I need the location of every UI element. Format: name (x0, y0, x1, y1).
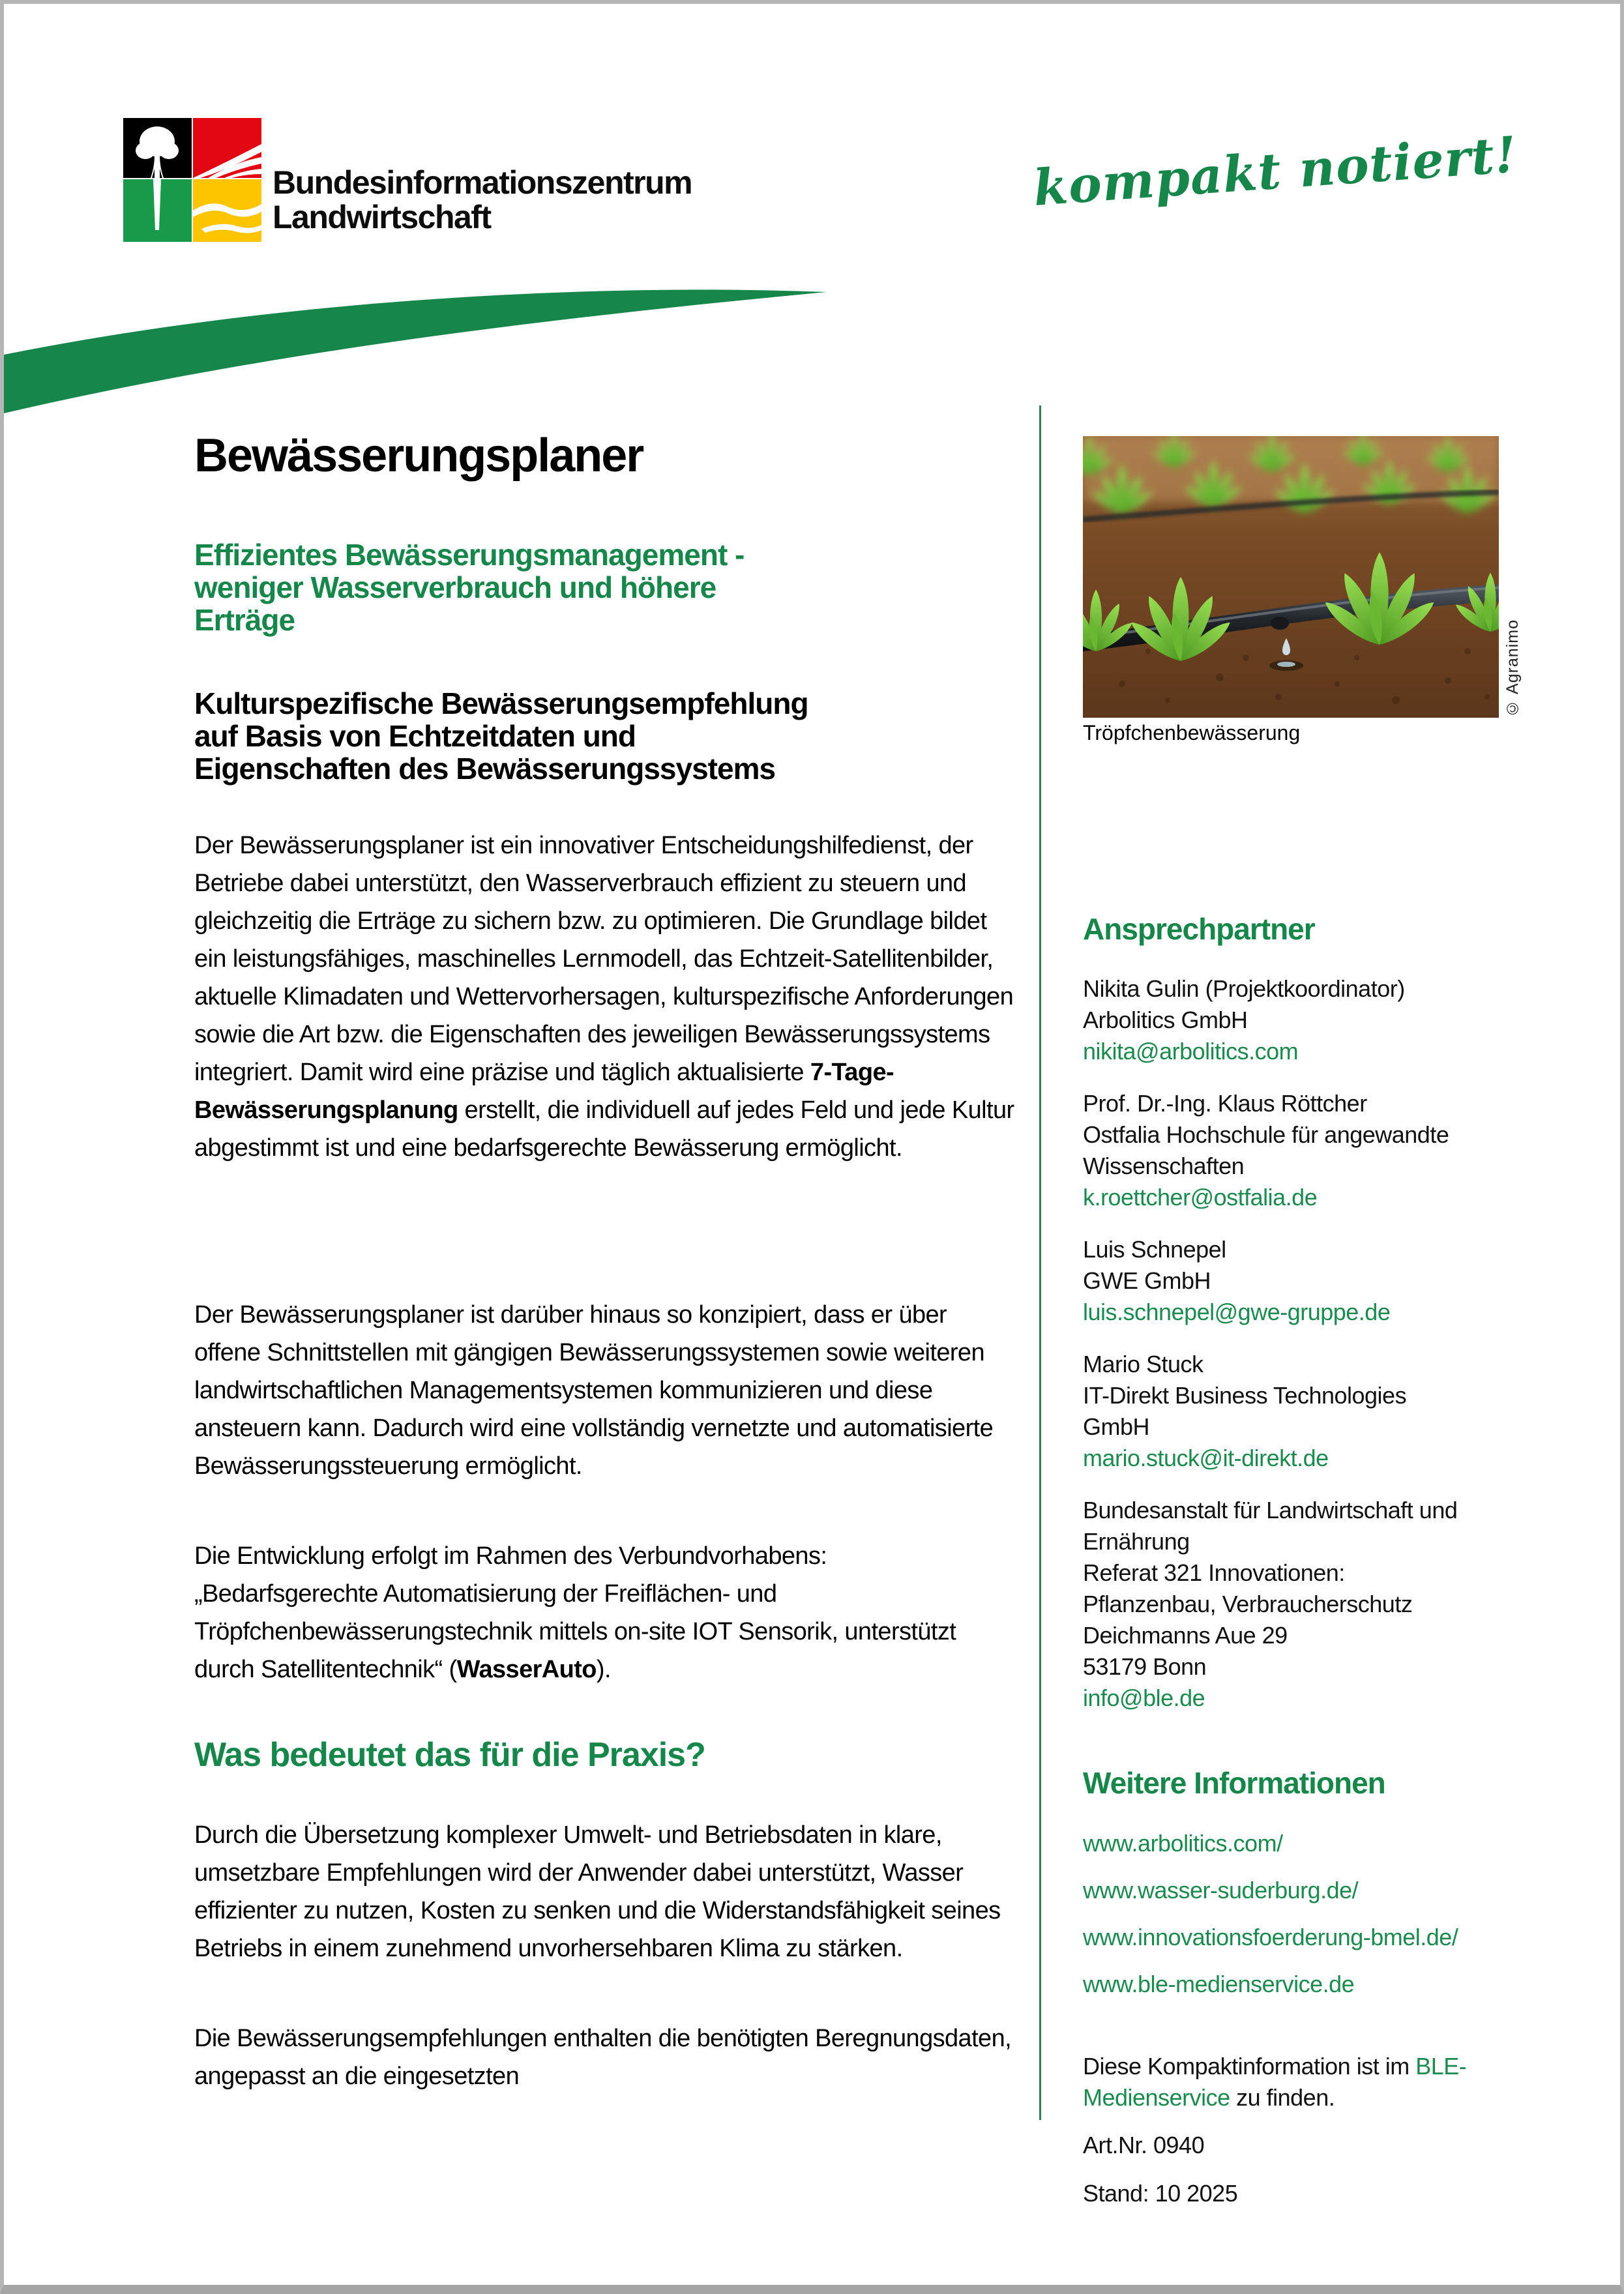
contacts-list (1083, 973, 1578, 1735)
contact-line: Deichmanns Aue 29 (1083, 1622, 1288, 1649)
contact-email-link[interactable]: info@ble.de (1083, 1684, 1205, 1711)
info-links-list (1083, 1828, 1578, 2016)
text-segment: ). (596, 1656, 611, 1683)
info-link[interactable]: www.ble-medienservice.de (1083, 1971, 1355, 1997)
paragraph-2 (194, 1296, 1017, 1485)
drip-irrigation-photo (1083, 436, 1499, 718)
praxis-heading: Was bedeutet das für die Praxis? (194, 1736, 705, 1774)
contact-block (1083, 1234, 1578, 1328)
medienservice-note (1083, 2051, 1585, 2113)
text-segment: Der Bewässerungsplaner ist ein innovativer Entscheidungshilfedienst, der Betriebe dabei unterstützt, den Wasserverbrauch effizient zu steuern und gleichzeitig die Erträge zu sichern bzw. zu optimieren. Die Grundlage bildet ein leistungsfähiges, maschinelles Lernmodell, das Echtzeit-Satellitenbilder, aktuelle Klimadaten und Wettervorhersagen, kulturspezifische Anforderungen sowie die Art bzw. die Eigenschaften des jeweiligen Bewässerungssystems integriert. Damit wird eine präzise und täglich aktualisierte (194, 832, 1014, 1086)
photo-caption: Tröpfchenbewässerung (1083, 721, 1301, 744)
text-segment: Diese Kompaktinformation ist im (1083, 2053, 1416, 2080)
contact-line: Luis Schnepel (1083, 1236, 1226, 1263)
text-line: Effizientes Bewässerungsmanagement - (194, 538, 745, 572)
text-segment: Durch die Übersetzung komplexer Umwelt- und Betriebsdaten in klare, umsetzbare Empfehlungen wird der Anwender dabei unterstützt, Wasser effizienter zu nutzen, Kosten zu senken und die Widerstandsfähigkeit seines Betriebs in einem zunehmend unvorhersehbaren Klima zu stärken. (194, 1821, 1001, 1962)
contact-block (1083, 973, 1578, 1067)
bzl-logo-icon (123, 118, 261, 242)
contact-line: Mario Stuck (1083, 1351, 1203, 1377)
contact-line: GWE GmbH (1083, 1267, 1211, 1294)
series-tagline: kompakt notiert! (1031, 125, 1519, 217)
contact-line: Bundesanstalt für Landwirtschaft und (1083, 1497, 1458, 1523)
contact-line: Wissenschaften (1083, 1153, 1245, 1179)
subheading (194, 687, 808, 785)
bold-text-segment: WasserAuto (456, 1656, 597, 1683)
info-heading: Weitere Informationen (1083, 1766, 1385, 1800)
photo-credit: © Agranimo (1503, 619, 1522, 718)
text-segment: zu finden. (1230, 2084, 1335, 2111)
paragraph-1 (194, 827, 1017, 1167)
info-link[interactable]: www.innovationsfoerderung-bmel.de/ (1083, 1924, 1458, 1950)
contact-line: 53179 Bonn (1083, 1653, 1207, 1680)
contact-line: Ernährung (1083, 1528, 1190, 1555)
ble-medienservice-link[interactable]: BLE-Medienservice (1083, 2053, 1467, 2111)
contact-line: IT-Direkt Business Technologies (1083, 1382, 1407, 1409)
text-line: auf Basis von Echtzeitdaten und (194, 719, 636, 753)
info-link[interactable]: www.wasser-suderburg.de/ (1083, 1877, 1359, 1904)
contact-block (1083, 1088, 1578, 1213)
column-divider (1039, 405, 1041, 2120)
contact-line: Referat 321 Innovationen: (1083, 1559, 1345, 1586)
contact-line: Pflanzenbau, Verbraucherschutz (1083, 1591, 1413, 1617)
contact-email-link[interactable]: nikita@arbolitics.com (1083, 1038, 1299, 1065)
article-number: Art.Nr. 0940 (1083, 2132, 1205, 2158)
text-line: Kulturspezifische Bewässerungsempfehlung (194, 686, 808, 720)
praxis-paragraph-1 (194, 1816, 1017, 1967)
contact-email-link[interactable]: k.roettcher@ostfalia.de (1083, 1184, 1318, 1211)
text-segment: Die Entwicklung erfolgt im Rahmen des Verbundvorhabens: „Bedarfsgerechte Automatisierung der Freiflächen- und Tröpfchenbewässerungstechnik mittels on-site IOT Sensorik, unterstützt durch Satellitentechnik“ ( (194, 1542, 956, 1683)
praxis-paragraph-2 (194, 2020, 1017, 2095)
contact-line: GmbH (1083, 1413, 1150, 1440)
logo-title-line2: Landwirtschaft (273, 199, 491, 235)
paragraph-3 (194, 1537, 1017, 1688)
contact-line: Nikita Gulin (Projektkoordinator) (1083, 975, 1405, 1002)
page-title: Bewässerungsplaner (194, 430, 643, 482)
green-swoosh-decoration (4, 278, 851, 434)
contact-line: Ostfalia Hochschule für angewandte (1083, 1121, 1449, 1148)
text-line: Erträge (194, 603, 295, 637)
text-segment: Der Bewässerungsplaner ist darüber hinaus so konzipiert, dass er über offene Schnittstellen mit gängigen Bewässerungssystemen sowie weiteren landwirtschaftlichen Managementsystemen kommunizieren und diese ansteuern kann. Dadurch wird eine vollständig vernetzte und automatisierte Bewässerungssteuerung ermöglicht. (194, 1301, 994, 1480)
contact-block (1083, 1495, 1578, 1714)
contact-line: Prof. Dr.-Ing. Klaus Röttcher (1083, 1090, 1367, 1117)
logo-wordmark (273, 166, 692, 235)
text-segment: Die Bewässerungsempfehlungen enthalten die benötigten Beregnungsdaten, angepasst an die eingesetzten (194, 2025, 1012, 2090)
text-segment: erstellt, die individuell auf jedes Feld und jede Kultur abgestimmt ist und eine bedarfsgerechte Bewässerung ermöglicht. (194, 1096, 1014, 1162)
contact-block (1083, 1349, 1578, 1474)
text-line: Eigenschaften des Bewässerungssystems (194, 752, 776, 786)
text-line: weniger Wasserverbrauch und höhere (194, 570, 716, 604)
lead-heading (194, 538, 744, 636)
contact-email-link[interactable]: luis.schnepel@gwe-gruppe.de (1083, 1299, 1391, 1325)
contact-line: Arbolitics GmbH (1083, 1007, 1248, 1033)
info-link[interactable]: www.arbolitics.com/ (1083, 1830, 1283, 1857)
contacts-heading: Ansprechpartner (1083, 912, 1315, 946)
version-date: Stand: 10 2025 (1083, 2180, 1238, 2207)
logo-title-line1: Bundesinformationszentrum (273, 164, 692, 201)
bold-text-segment: 7-Tage-Bewässerungsplanung (194, 1059, 894, 1124)
contact-email-link[interactable]: mario.stuck@it-direkt.de (1083, 1445, 1329, 1471)
